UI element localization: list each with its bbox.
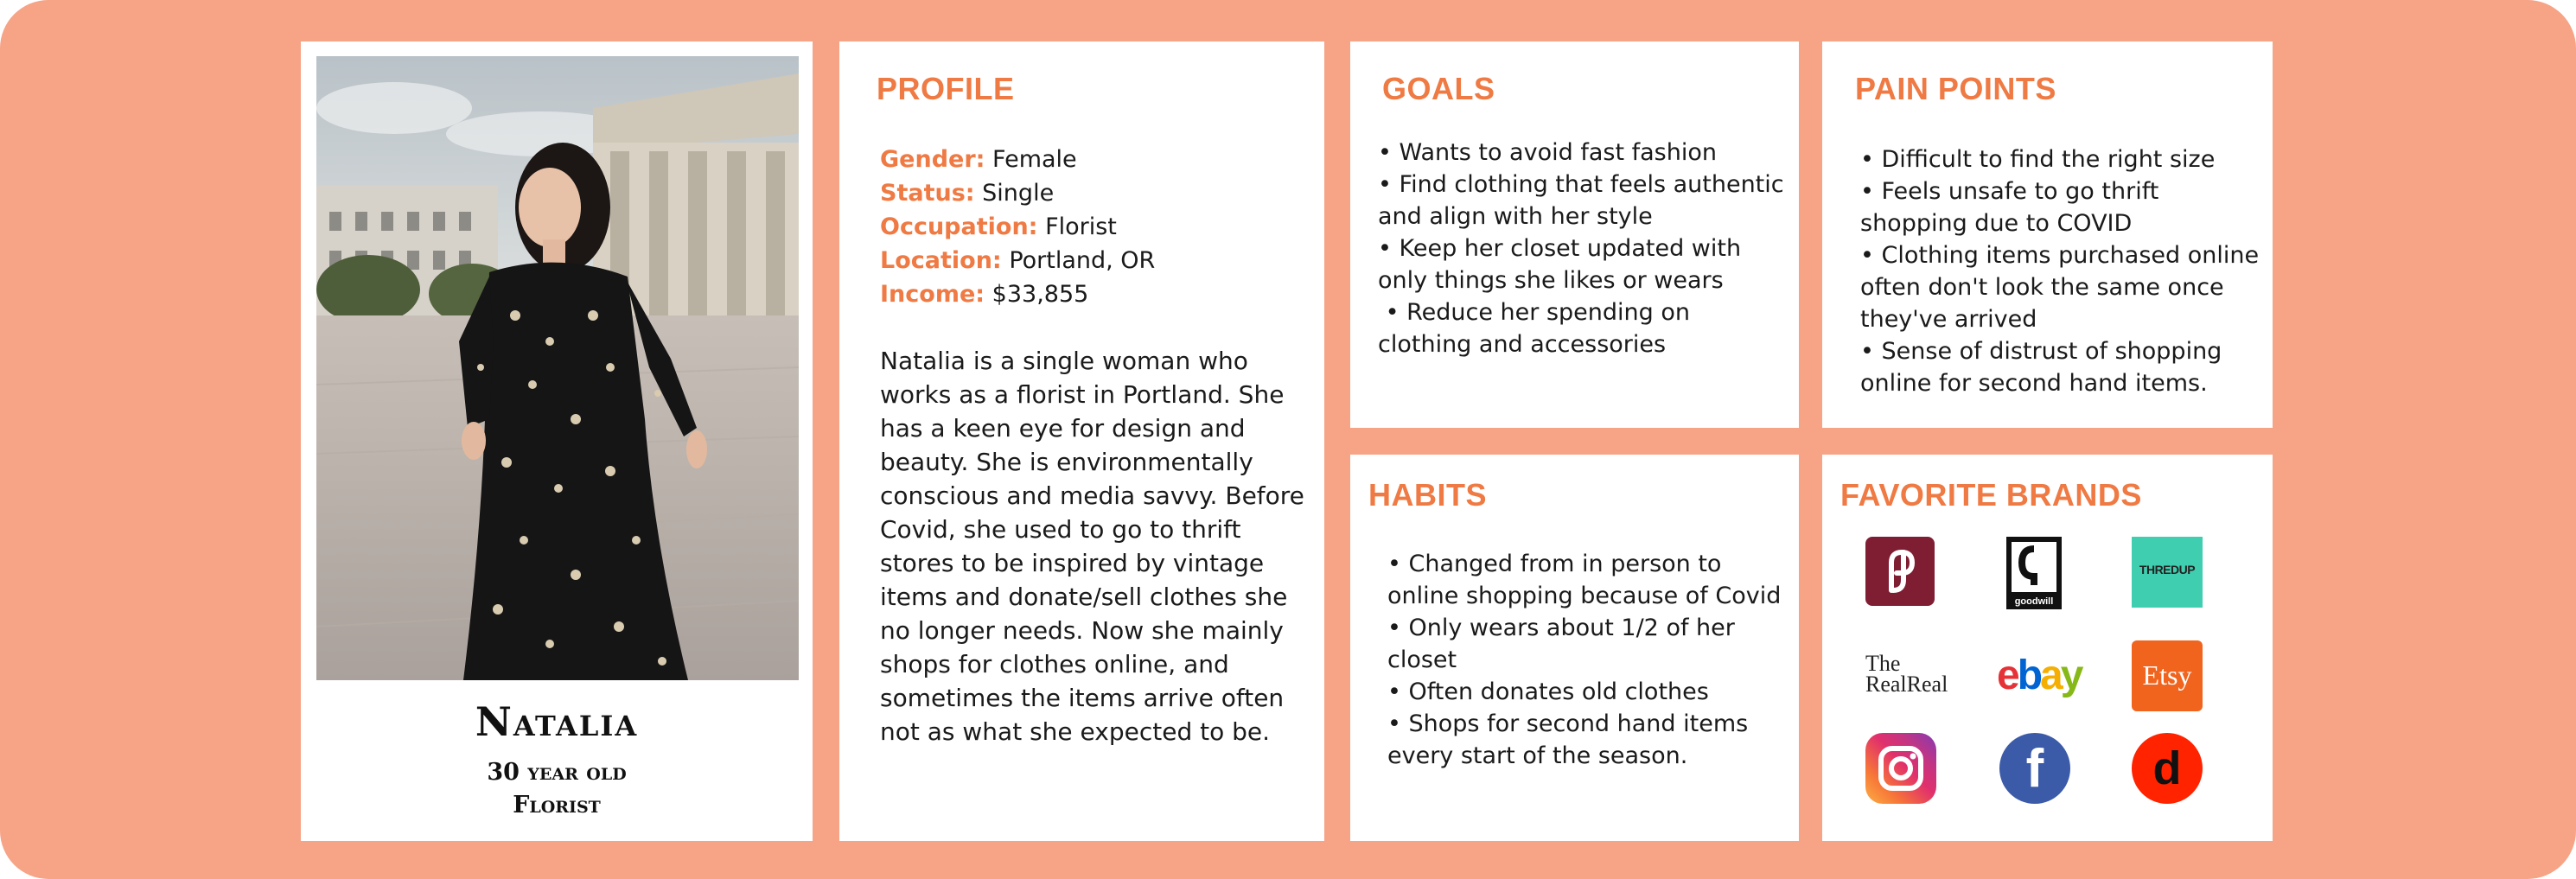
pain-points-card — [1822, 41, 2273, 428]
field-gender: Gender: Female — [880, 146, 1077, 173]
svg-text:goodwill: goodwill — [2014, 596, 2054, 607]
field-occupation: Occupation: Florist — [880, 213, 1117, 240]
profile-card — [839, 41, 1324, 841]
persona-role: Florist — [513, 792, 601, 818]
persona-name: Natalia — [475, 698, 639, 745]
profile-fields — [880, 143, 1155, 311]
pain-points-list: • Difficult to find the right size • Feels unsafe to go thrift shopping due to COVID • Clothing items purchased online often don't look the same once they've arrived • Sense of distrust of shopping online for second hand items. — [1860, 146, 2260, 397]
ebay-logo: ebay — [1997, 653, 2082, 698]
profile-bio: Natalia is a single woman who works as a florist in Portland. She has a keen eye for design and beauty. She is environmentally conscious and media savvy. Before Covid, she used to go to thrift stores to be inspired by vintage items and donate/sell clothes she no longer needs. Now she mainly shops for clothes online, and sometimes the items arrive often not as what she expected to be. — [880, 347, 1304, 746]
habits-card — [1350, 455, 1799, 841]
field-status: Status: Single — [880, 180, 1055, 207]
goodwill-logo — [2006, 537, 2062, 609]
persona-card — [301, 41, 813, 841]
habits-list: • Changed from in person to online shopping because of Covid • Only wears about 1/2 of her closet • Often donates old clothes • Shops for second hand items every start of the season. — [1387, 551, 1782, 769]
thredup-logo: THREDUP — [2132, 537, 2203, 608]
goals-heading: GOALS — [1382, 71, 1495, 106]
facebook-logo: f — [1999, 733, 2070, 804]
depop-logo: d — [2132, 733, 2203, 804]
pain-points-heading: PAIN POINTS — [1855, 71, 2056, 106]
favorite-brands-card — [1822, 455, 2273, 841]
goals-card — [1350, 41, 1799, 428]
field-income: Income: $33,855 — [880, 281, 1089, 308]
persona-photo — [316, 56, 799, 680]
profile-heading: PROFILE — [877, 71, 1015, 106]
goals-list: • Wants to avoid fast fashion • Find clothing that feels authentic and align with her style • Keep her closet updated with only things she likes or wears • Reduce her spending on clothing and accessories — [1378, 139, 1784, 358]
habits-heading: HABITS — [1368, 477, 1487, 513]
instagram-logo — [1865, 733, 1936, 804]
persona-age: 30 year old — [487, 759, 627, 786]
goodwill-icon — [2006, 537, 2062, 609]
instagram-icon — [1865, 733, 1936, 804]
favorite-brands-heading: FAVORITE BRANDS — [1840, 477, 2142, 513]
poshmark-logo — [1865, 537, 1935, 606]
therealreal-logo: The RealReal — [1865, 651, 1948, 697]
etsy-logo: Etsy — [2132, 640, 2203, 711]
poshmark-icon — [1865, 537, 1935, 606]
field-location: Location: Portland, OR — [880, 247, 1156, 274]
persona-photo-illustration — [316, 56, 799, 680]
